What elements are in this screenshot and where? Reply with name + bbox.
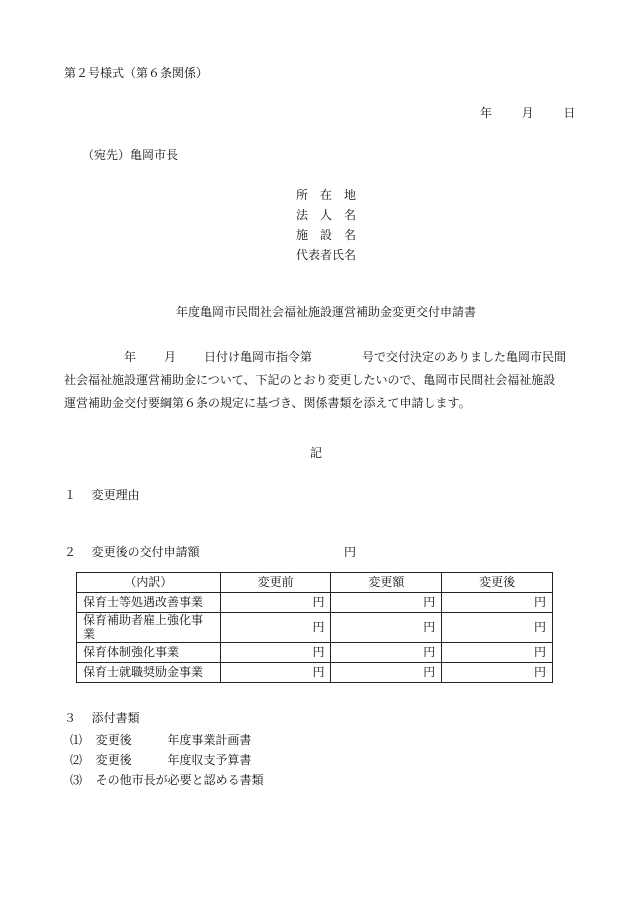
section-1 <box>64 488 140 502</box>
body-month: 月 <box>164 350 177 364</box>
table-row <box>77 593 553 613</box>
section-3 <box>64 711 140 725</box>
attachment-text: 年度収支予算書 <box>167 753 252 767</box>
attachment-item <box>70 770 264 790</box>
section-3-number: ３ <box>64 711 77 725</box>
ki-marker: 記 <box>310 446 323 460</box>
attachment-text: 年度事業計画書 <box>167 733 252 747</box>
section-2 <box>64 545 200 559</box>
table-row <box>77 662 553 682</box>
document-title: 年度亀岡市民間社会福祉施設運営補助金変更交付申請書 <box>176 305 477 319</box>
attachment-text: その他市長が必要と認める書類 <box>95 773 264 787</box>
attachment-item <box>70 750 264 770</box>
row-name: 保育士就職奨励金事業 <box>77 662 221 682</box>
table-row <box>77 642 553 662</box>
cell-change: 円 <box>331 593 442 613</box>
attachment-list <box>70 730 264 790</box>
cell-before: 円 <box>220 662 331 682</box>
cell-after: 円 <box>442 613 553 643</box>
cell-change: 円 <box>331 662 442 682</box>
body-dated-text: 日付け亀岡市指令第 <box>204 350 313 364</box>
section-2-unit: 円 <box>344 545 357 559</box>
body-year: 年 <box>124 350 137 364</box>
header-change: 変更額 <box>331 573 442 593</box>
header-after: 変更後 <box>442 573 553 593</box>
date-day: 日 <box>563 106 576 120</box>
date-month: 月 <box>521 106 534 120</box>
cell-before: 円 <box>220 642 331 662</box>
row-name: 保育士等処遇改善事業 <box>77 593 221 613</box>
field-location: 所在地 <box>296 188 369 202</box>
applicant-fields <box>296 185 368 265</box>
section-3-label: 添付書類 <box>91 711 140 725</box>
form-number: 第２号様式（第６条関係） <box>64 66 209 80</box>
section-2-label: 変更後の交付申請額 <box>91 545 200 559</box>
table-header-row <box>77 573 553 593</box>
date-line <box>480 106 575 120</box>
cell-after: 円 <box>442 642 553 662</box>
attachment-prefix: 変更後 <box>95 753 132 767</box>
field-representative: 代表者氏名 <box>296 248 357 262</box>
section-1-label: 変更理由 <box>91 488 140 502</box>
body-line-2: 社会福祉施設運営補助金について、下記のとおり変更したいので、亀岡市民間社会福祉施設 <box>64 373 556 387</box>
table-row <box>77 613 553 643</box>
attachment-number: ⑴ <box>70 733 83 747</box>
attachment-number: ⑵ <box>70 753 83 767</box>
cell-after: 円 <box>442 662 553 682</box>
addressee: （宛先）亀岡市長 <box>82 148 179 162</box>
field-corporation: 法人名 <box>296 208 369 222</box>
cell-after: 円 <box>442 593 553 613</box>
header-before: 変更前 <box>220 573 331 593</box>
cell-change: 円 <box>331 642 442 662</box>
row-name: 保育補助者雇上強化事業 <box>77 613 221 643</box>
row-name: 保育体制強化事業 <box>77 642 221 662</box>
body-line1-rest: 号で交付決定のありました亀岡市民間 <box>362 350 567 364</box>
cell-before: 円 <box>220 613 331 643</box>
cell-before: 円 <box>220 593 331 613</box>
attachment-item <box>70 730 264 750</box>
header-breakdown: （内訳） <box>77 573 221 593</box>
body-line-1 <box>64 346 584 369</box>
section-1-number: １ <box>64 488 77 502</box>
body-line-3: 運営補助金交付要綱第６条の規定に基づき、関係書類を添えて申請します。 <box>64 396 471 410</box>
attachment-number: ⑶ <box>70 773 83 787</box>
date-year: 年 <box>480 106 493 120</box>
cell-change: 円 <box>331 613 442 643</box>
section-2-number: ２ <box>64 545 77 559</box>
amount-table <box>76 572 553 683</box>
attachment-prefix: 変更後 <box>95 733 132 747</box>
field-facility: 施設名 <box>296 228 369 242</box>
body-paragraph <box>64 346 584 415</box>
